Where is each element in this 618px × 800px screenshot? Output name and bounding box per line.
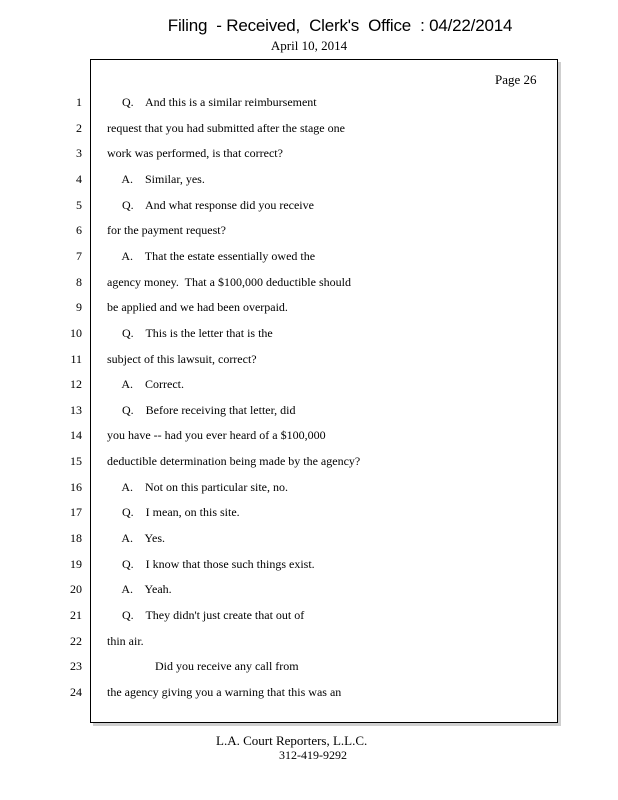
line-text: deductible determination being made by the agency? <box>107 454 361 468</box>
line-number: 1 <box>76 95 82 109</box>
line-text: Q. This is the letter that is the <box>107 326 273 340</box>
line-number: 20 <box>70 582 82 596</box>
line-number: 12 <box>70 377 82 391</box>
line-text: A. Yes. <box>107 531 166 545</box>
line-text: Q. They didn't just create that out of <box>107 608 305 622</box>
line-number: 8 <box>76 275 82 289</box>
line-text: agency money. That a $100,000 deductible should <box>107 275 351 289</box>
line-number: 18 <box>70 531 82 545</box>
line-text: A. Correct. <box>107 377 184 391</box>
line-number: 4 <box>76 172 82 186</box>
line-text: thin air. <box>107 634 144 648</box>
line-text: A. Yeah. <box>107 582 172 596</box>
filing-stamp: Filing - Received, Clerk's Office : 04/22/2014 <box>167 16 513 35</box>
line-number: 19 <box>70 557 82 571</box>
line-number: 23 <box>70 659 82 673</box>
line-text: subject of this lawsuit, correct? <box>107 352 257 366</box>
court-reporter-name: L.A. Court Reporters, L.L.C. <box>216 733 368 748</box>
line-number: 24 <box>70 685 82 699</box>
line-number: 2 <box>76 121 82 135</box>
page-number: Page 26 <box>495 72 537 87</box>
line-number: 17 <box>70 505 82 519</box>
line-number: 3 <box>76 146 82 160</box>
line-number: 10 <box>70 326 82 340</box>
line-text: be applied and we had been overpaid. <box>107 300 288 314</box>
line-text: A. That the estate essentially owed the <box>107 249 316 263</box>
line-text: for the payment request? <box>107 223 226 237</box>
line-text: work was performed, is that correct? <box>107 146 283 160</box>
line-text: Q. And this is a similar reimbursement <box>107 95 317 109</box>
line-number: 7 <box>76 249 82 263</box>
line-text: Did you receive any call from <box>107 659 299 673</box>
line-number: 11 <box>70 352 82 366</box>
line-number: 14 <box>70 428 82 442</box>
line-number: 21 <box>70 608 82 622</box>
deposition-date: April 10, 2014 <box>270 38 348 53</box>
line-number: 15 <box>70 454 82 468</box>
line-text: the agency giving you a warning that this was an <box>107 685 342 699</box>
line-text: Q. Before receiving that letter, did <box>107 403 296 417</box>
line-number: 22 <box>70 634 82 648</box>
court-reporter-phone: 312-419-9292 <box>279 748 347 762</box>
line-number: 6 <box>76 223 82 237</box>
line-text: Q. And what response did you receive <box>107 198 314 212</box>
line-text: you have -- had you ever heard of a $100,000 <box>107 428 326 442</box>
line-text: A. Not on this particular site, no. <box>107 480 288 494</box>
line-text: A. Similar, yes. <box>107 172 205 186</box>
line-number: 9 <box>76 300 82 314</box>
line-number: 13 <box>70 403 82 417</box>
line-text: request that you had submitted after the stage one <box>107 121 345 135</box>
line-text: Q. I know that those such things exist. <box>107 557 315 571</box>
line-number: 5 <box>76 198 82 212</box>
line-text: Q. I mean, on this site. <box>107 505 240 519</box>
line-number: 16 <box>70 480 82 494</box>
